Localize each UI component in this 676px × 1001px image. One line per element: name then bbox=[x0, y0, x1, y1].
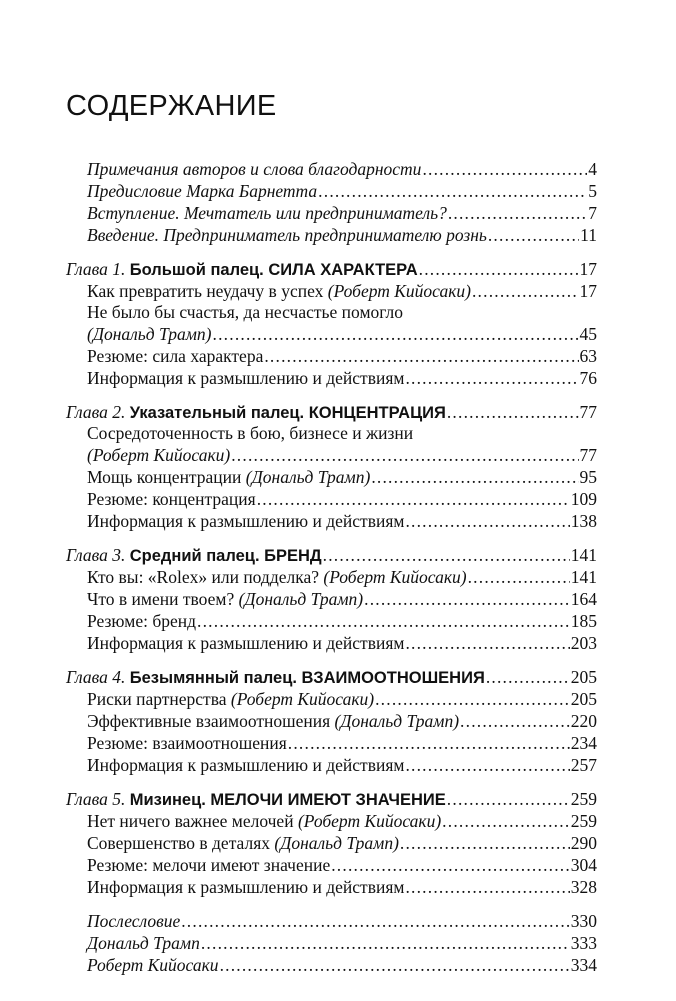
leader-dots bbox=[181, 910, 570, 932]
toc-entry-title: Резюме: взаимоотношения bbox=[87, 733, 287, 753]
toc-page-number: 259 bbox=[570, 789, 597, 809]
toc-entry-author: (Роберт Кийосаки) bbox=[230, 689, 375, 709]
chapter-title: Средний палец. БРЕНД bbox=[129, 547, 322, 565]
toc-entry-title: Резюме: концентрация bbox=[87, 489, 256, 509]
toc-entry-front-notes[interactable] bbox=[87, 158, 597, 180]
toc-page-number: 304 bbox=[570, 855, 597, 875]
toc-entry-back-trump[interactable] bbox=[87, 932, 597, 954]
toc-entry[interactable] bbox=[87, 280, 597, 302]
toc-chapter-4[interactable] bbox=[66, 666, 597, 688]
leader-dots bbox=[447, 788, 570, 810]
toc-entry-author: (Роберт Кийосаки) bbox=[297, 811, 442, 831]
toc-entry[interactable] bbox=[87, 688, 597, 710]
chapter-label: Глава 2. bbox=[66, 402, 126, 422]
toc-entry-front-introduction[interactable] bbox=[87, 224, 597, 246]
toc-page-number: 164 bbox=[570, 589, 597, 609]
toc-entry[interactable] bbox=[87, 632, 597, 654]
leader-dots bbox=[405, 510, 569, 532]
toc-entry-title: Введение. Предприниматель предпринимателю рознь bbox=[87, 225, 487, 245]
toc-page-number: 205 bbox=[570, 689, 597, 709]
toc-page-number: 205 bbox=[570, 667, 597, 687]
chapter-title: Мизинец. МЕЛОЧИ ИМЕЮТ ЗНАЧЕНИЕ bbox=[129, 791, 446, 809]
leader-dots bbox=[405, 367, 578, 389]
toc-entry[interactable] bbox=[87, 876, 597, 898]
toc-entry-title: Предисловие Марка Барнетта bbox=[87, 181, 318, 201]
toc-entry-title[interactable]: Сосредоточенность в бою, бизнесе и жизни bbox=[87, 423, 414, 443]
toc-page-number: 95 bbox=[579, 467, 597, 487]
leader-dots bbox=[460, 710, 570, 732]
leader-dots bbox=[318, 180, 587, 202]
toc-entry[interactable] bbox=[87, 510, 597, 532]
toc-page-number: 141 bbox=[570, 545, 597, 565]
leader-dots bbox=[264, 345, 578, 367]
toc-entry-front-foreword[interactable] bbox=[87, 180, 597, 202]
toc-entry-title: Послесловие bbox=[87, 911, 181, 931]
toc-chapter-5[interactable] bbox=[66, 788, 597, 810]
leader-dots bbox=[371, 466, 578, 488]
toc-entry-title: Информация к размышлению и действиям bbox=[87, 877, 405, 897]
leader-dots bbox=[405, 876, 569, 898]
toc-entry-author: (Дональд Трамп) bbox=[245, 467, 371, 487]
toc-page-number: 257 bbox=[570, 755, 597, 775]
leader-dots bbox=[488, 224, 579, 246]
chapter-title: Безымянный палец. ВЗАИМООТНОШЕНИЯ bbox=[129, 669, 485, 687]
leader-dots bbox=[213, 323, 579, 345]
toc-entry[interactable] bbox=[87, 444, 597, 466]
leader-dots bbox=[323, 544, 570, 566]
toc-entry-author: (Дональд Трамп) bbox=[334, 711, 460, 731]
leader-dots bbox=[405, 632, 569, 654]
leader-dots bbox=[405, 754, 569, 776]
toc-page-number: 333 bbox=[570, 933, 597, 953]
toc-entry-title[interactable]: Не было бы счастья, да несчастье помогло bbox=[87, 302, 404, 322]
toc-page-number: 5 bbox=[588, 181, 597, 201]
chapter-label: Глава 4. bbox=[66, 667, 126, 687]
toc-entry-title: Резюме: бренд bbox=[87, 611, 197, 631]
toc-page-number: 77 bbox=[579, 402, 597, 422]
leader-dots bbox=[257, 488, 570, 510]
leader-dots bbox=[288, 732, 570, 754]
leader-dots bbox=[231, 444, 578, 466]
leader-dots bbox=[442, 810, 570, 832]
leader-dots bbox=[486, 666, 570, 688]
toc-entry-back-kiyosaki[interactable] bbox=[87, 954, 597, 976]
toc-entry-title: Совершенство в деталях bbox=[87, 833, 271, 853]
toc-chapter-2[interactable] bbox=[66, 401, 597, 423]
leader-dots bbox=[448, 202, 587, 224]
leader-dots bbox=[400, 832, 570, 854]
toc-entry-title: Что в имени твоем? bbox=[87, 589, 235, 609]
toc-entry-title: Как превратить неудачу в успех bbox=[87, 281, 324, 301]
toc-page-number: 220 bbox=[570, 711, 597, 731]
toc-entry-author: (Роберт Кийосаки) bbox=[87, 445, 231, 465]
toc-page-number: 4 bbox=[588, 159, 597, 179]
toc-page-number: 234 bbox=[570, 733, 597, 753]
toc-page-number: 45 bbox=[579, 324, 597, 344]
toc-entry-title: Нет ничего важнее мелочей bbox=[87, 811, 294, 831]
toc-entry[interactable] bbox=[87, 345, 597, 367]
leader-dots bbox=[468, 566, 570, 588]
chapter-title: Большой палец. СИЛА ХАРАКТЕРА bbox=[129, 261, 418, 279]
toc-entry-title: Кто вы: «Rolex» или подделка? bbox=[87, 567, 320, 587]
toc-entry[interactable] bbox=[87, 610, 597, 632]
toc-entry-author: (Дональд Трамп) bbox=[238, 589, 364, 609]
chapter-label: Глава 1. bbox=[66, 259, 126, 279]
toc-page-number: 138 bbox=[570, 511, 597, 531]
leader-dots bbox=[201, 932, 570, 954]
toc-entry[interactable] bbox=[87, 323, 597, 345]
toc-entry-title: Информация к размышлению и действиям bbox=[87, 633, 405, 653]
toc-page-number: 203 bbox=[570, 633, 597, 653]
toc-entry-title: Информация к размышлению и действиям bbox=[87, 368, 405, 388]
toc-entry[interactable] bbox=[87, 710, 597, 732]
toc-entry-title: Мощь концентрации bbox=[87, 467, 242, 487]
toc-entry-title: Риски партнерства bbox=[87, 689, 227, 709]
toc-page-number: 185 bbox=[570, 611, 597, 631]
toc-entry-title: Дональд Трамп bbox=[87, 933, 200, 953]
toc-entry-title: Роберт Кийосаки bbox=[87, 955, 219, 975]
toc-chapter-3[interactable] bbox=[66, 544, 597, 566]
toc-entry-front-preface[interactable] bbox=[87, 202, 597, 224]
toc-entry[interactable] bbox=[87, 488, 597, 510]
toc-page-number: 17 bbox=[579, 281, 597, 301]
toc-entry[interactable] bbox=[87, 732, 597, 754]
toc-entry-author: (Роберт Кийосаки) bbox=[327, 281, 471, 301]
page-title: СОДЕРЖАНИЕ bbox=[66, 90, 277, 122]
leader-dots bbox=[331, 854, 570, 876]
toc-page-number: 11 bbox=[580, 225, 597, 245]
table-of-contents bbox=[0, 158, 676, 976]
toc-entry-title: Эффективные взаимоотношения bbox=[87, 711, 331, 731]
toc-entry-title: Резюме: сила характера bbox=[87, 346, 264, 366]
toc-entry[interactable] bbox=[87, 854, 597, 876]
toc-page-number: 17 bbox=[579, 259, 597, 279]
leader-dots bbox=[197, 610, 570, 632]
toc-chapter-1[interactable] bbox=[66, 258, 597, 280]
toc-page-number: 330 bbox=[570, 911, 597, 931]
chapter-title: Указательный палец. КОНЦЕНТРАЦИЯ bbox=[129, 404, 446, 422]
toc-entry[interactable] bbox=[87, 566, 597, 588]
toc-entry-title: Вступление. Мечтатель или предприниматель? bbox=[87, 203, 447, 223]
toc-entry[interactable] bbox=[87, 466, 597, 488]
leader-dots bbox=[375, 688, 570, 710]
toc-page-number: 7 bbox=[588, 203, 597, 223]
toc-entry[interactable] bbox=[87, 832, 597, 854]
toc-page-number: 290 bbox=[570, 833, 597, 853]
chapter-label: Глава 5. bbox=[66, 789, 126, 809]
toc-entry-title: Информация к размышлению и действиям bbox=[87, 755, 405, 775]
toc-entry-title: Информация к размышлению и действиям bbox=[87, 511, 405, 531]
toc-entry-author: (Дональд Трамп) bbox=[274, 833, 399, 853]
toc-page-number: 334 bbox=[570, 955, 597, 975]
leader-dots bbox=[422, 158, 587, 180]
leader-dots bbox=[364, 588, 570, 610]
toc-page-number: 77 bbox=[579, 445, 597, 465]
leader-dots bbox=[472, 280, 579, 302]
toc-entry[interactable] bbox=[87, 367, 597, 389]
leader-dots bbox=[447, 401, 579, 423]
toc-page-number: 141 bbox=[570, 567, 597, 587]
toc-entry-author: (Дональд Трамп) bbox=[87, 324, 212, 344]
toc-page-number: 259 bbox=[570, 811, 597, 831]
toc-page-number: 109 bbox=[570, 489, 597, 509]
toc-page-number: 76 bbox=[579, 368, 597, 388]
leader-dots bbox=[419, 258, 579, 280]
toc-entry[interactable] bbox=[87, 810, 597, 832]
toc-entry-title: Резюме: мелочи имеют значение bbox=[87, 855, 331, 875]
toc-page-number: 63 bbox=[579, 346, 597, 366]
leader-dots bbox=[220, 954, 570, 976]
toc-entry[interactable] bbox=[87, 754, 597, 776]
toc-entry-back-afterword[interactable] bbox=[87, 910, 597, 932]
toc-entry[interactable] bbox=[87, 588, 597, 610]
toc-entry-title: Примечания авторов и слова благодарности bbox=[87, 159, 422, 179]
toc-page-number: 328 bbox=[570, 877, 597, 897]
toc-entry-author: (Роберт Кийосаки) bbox=[323, 567, 467, 587]
chapter-label: Глава 3. bbox=[66, 545, 126, 565]
